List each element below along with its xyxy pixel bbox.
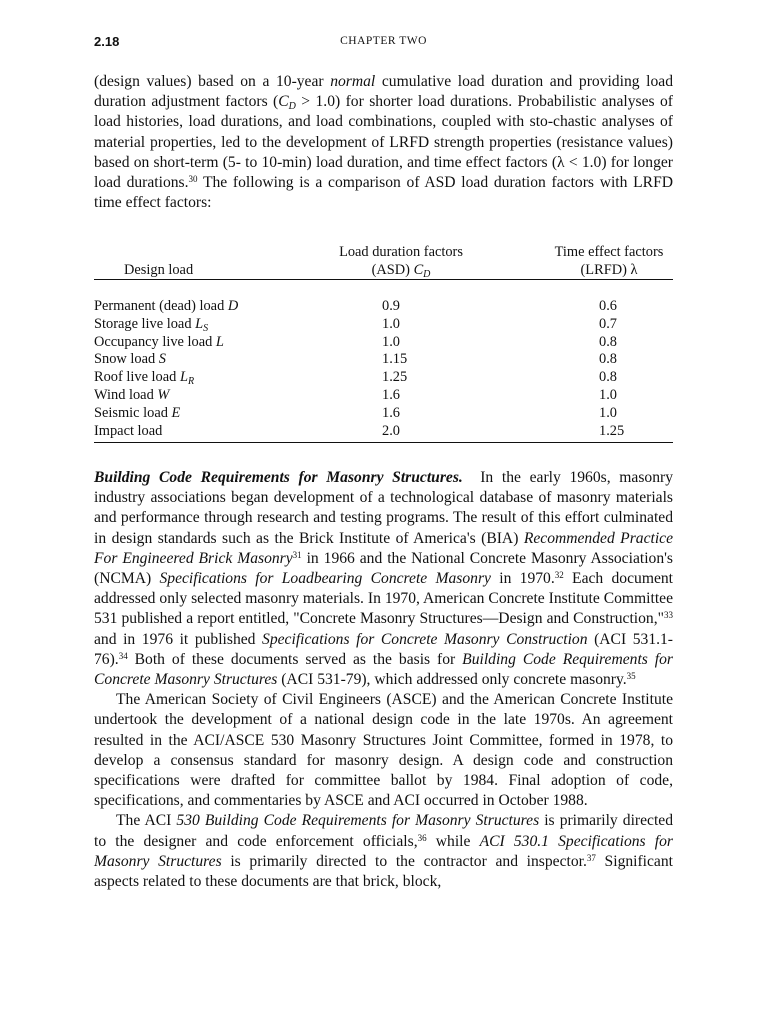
cell-asd-factor: 1.0 [382, 315, 400, 332]
cell-design-load: Wind load W [94, 386, 170, 403]
cell-design-load: Storage live load $L_S$ [94, 315, 209, 334]
header-time-effect-line1: Time effect factors [554, 244, 664, 260]
table-row [94, 423, 673, 441]
page-header [94, 34, 673, 54]
cell-design-load: Permanent (dead) load D [94, 298, 239, 314]
cell-design-load: Roof live load $L_R$ [94, 369, 195, 388]
cell-design-load: Impact load [94, 422, 163, 439]
cell-asd-factor: 1.15 [382, 351, 408, 368]
page-number: 2.18 [94, 34, 120, 49]
table-row [94, 316, 673, 334]
cell-asd-factor: 1.6 [382, 386, 400, 403]
cell-asd-factor: 0.9 [382, 298, 400, 314]
masonry-paragraph-1 [94, 468, 673, 690]
table-row [94, 369, 673, 387]
header-load-duration-line1: Load duration factors [339, 244, 463, 260]
table-row [94, 298, 673, 316]
cell-design-load: Snow load S [94, 351, 166, 368]
cell-lrfd-factor: 1.25 [599, 422, 625, 439]
cell-lrfd-factor: 1.0 [599, 404, 617, 421]
cell-asd-factor: 2.0 [382, 422, 400, 439]
header-load-duration [326, 243, 476, 279]
cell-design-load: Seismic load E [94, 404, 181, 421]
masonry-section [94, 468, 673, 892]
masonry-paragraph-3: The ACI 530 Building Code Requirements for Masonry Structures is primarily directed to the designer and code enforcement officials,$^{36}$ while ACI 530.1 Specifications for Masonry Structures is primarily directed to the contractor and inspector.$^{37}$ Significant aspects related to these documents are that brick, block, [94, 812, 674, 891]
cell-lrfd-factor: 0.8 [599, 351, 617, 368]
cell-lrfd-factor: 0.7 [599, 315, 617, 332]
cell-lrfd-factor: 0.6 [599, 298, 617, 314]
cell-lrfd-factor: 0.8 [599, 333, 617, 350]
cell-lrfd-factor: 0.8 [599, 369, 617, 386]
chapter-title: CHAPTER TWO [340, 35, 427, 47]
cell-asd-factor: 1.25 [382, 369, 408, 386]
header-time-effect [544, 243, 674, 279]
header-load-duration-line2: (ASD) $C_D$ [371, 262, 431, 280]
header-time-effect-line2: (LRFD) λ [580, 262, 638, 278]
cell-design-load: Occupancy live load L [94, 333, 224, 350]
header-design-load: Design load [124, 262, 194, 278]
intro-paragraph: (design values) based on a 10-year normal cumulative load duration and providing load duration adjustment factors $(C_D > 1.0)$ for shorter load durations. Probabilistic analyses of load histories, load durations, and load combinations, coupled with sto-chastic analyses of material properties, led to the development of LRFD strength properties (resistance values) based on short-term (5- to 10-min) load duration, and time effect factors (λ < 1.0) for longer load durations.$^{30}$ The following is a comparison of ASD load duration factors with LRFD time effect factors: [94, 73, 673, 212]
table-row [94, 334, 673, 352]
section-title: Building Code Requirements for Masonry Structures. [94, 469, 463, 486]
cell-asd-factor: 1.0 [382, 333, 400, 350]
intro-paragraph-block [94, 72, 673, 213]
table-row [94, 387, 673, 405]
table-body [94, 280, 673, 443]
masonry-paragraph-1-text: In the early 1960s, masonry industry associations began development of a technological database of masonry materials and performance through research and testing programs. The result of this effort culminated in design standards such as the Brick Institute of America's (BIA) Recommended Practice For Engineered Brick Masonry$^{31}$ in 1966 and the National Concrete Masonry Association's (NCMA) Specifications for Loadbearing Concrete Masonry in 1970.32 Each document addressed only selected masonry materials. In 1970, American Concrete Institute Committee 531 published a report entitled, "Concrete Masonry Structures—Design and Construction,"$^{33}$ and in 1976 it published Specifications for Concrete Masonry Construction (ACI 531.1-76).$^{34}$ Both of these documents served as the basis for Building Code Requirements for Concrete Masonry Structures (ACI 531-79), which addressed only concrete masonry.$^{35}$ [94, 469, 674, 689]
table-row [94, 351, 673, 369]
masonry-paragraph-2: The American Society of Civil Engineers (ASCE) and the American Concrete Institute undertook the development of a national design code in the late 1970s. An agreement resulted in the ACI/ASCE 530 Masonry Structures Joint Committee, formed in 1978, to develop a consensus standard for masonry design. A design code and construction specifications were drafted for committee ballot by 1984. Final adoption of code, specifications, and commentaries by ASCE and ACI occurred in October 1988. [94, 691, 673, 810]
load-factor-table [94, 241, 673, 443]
cell-lrfd-factor: 1.0 [599, 386, 617, 403]
cell-asd-factor: 1.6 [382, 404, 400, 421]
table-header [94, 241, 673, 280]
table-row [94, 405, 673, 423]
